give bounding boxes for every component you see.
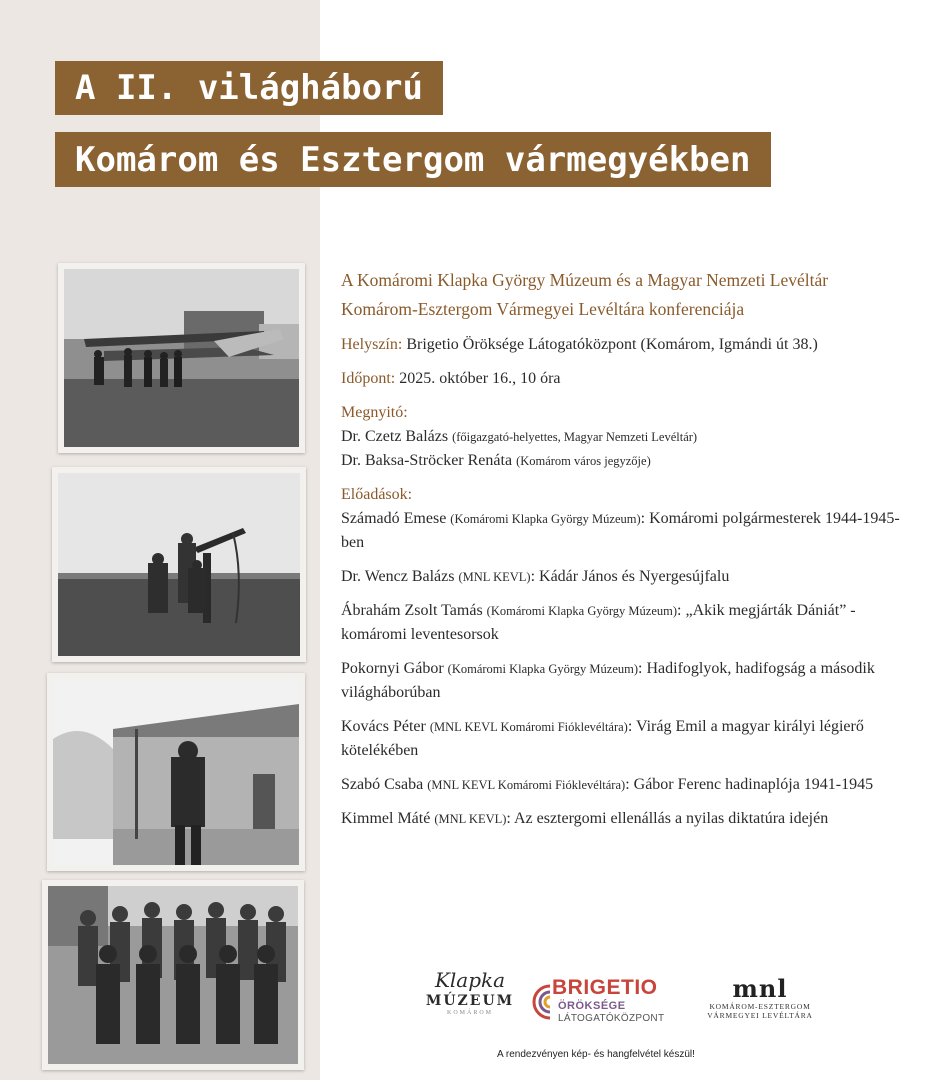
talk-item [341,715,901,763]
talk-affiliation: (MNL KEVL Komáromi Fióklevéltára) [427,778,626,792]
talk-title: : Hadifoglyok, hadifogság a második világháborúban [341,660,875,701]
opener-item [341,425,901,449]
sponsor-logos [420,968,820,1030]
title-line-2 [55,132,771,187]
klapka-city-word: KOMÁROM [446,1010,493,1016]
brigetio-logo [530,976,680,1026]
anti-aircraft-gun-photo [52,467,306,662]
talk-title: : Virág Emil a magyar királyi légierő kötelékében [341,718,864,759]
opener-role: (Komárom város jegyzője) [516,454,651,468]
talk-affiliation: (Komáromi Klapka György Múzeum) [450,512,641,526]
venue-row [341,333,901,357]
opener-item [341,449,901,473]
opener-role: (főigazgató-helyettes, Magyar Nemzeti Levéltár) [452,430,698,444]
talk-item [341,507,901,555]
title-line-1-text: A II. világháború [75,68,423,108]
airplane-photo [58,263,305,453]
brigetio-name: BRIGETIO [552,976,658,999]
talk-speaker: Kovács Péter [341,718,426,735]
title-line-1 [55,61,443,115]
talk-affiliation: (MNL KEVL) [458,570,531,584]
venue-label: Helyszín: [341,336,403,353]
klapka-museum-logo [420,968,520,1030]
recording-notice: A rendezvényen kép- és hangfelvétel készül! [497,1049,695,1060]
soldiers-group-photo [42,880,304,1070]
mnl-subtitle-2: VÁRMEGYEI LEVÉLTÁRA [707,1011,813,1020]
talk-item [341,565,901,589]
talk-title: : „Akik megjárták Dániát” - komáromi leventesorsok [341,602,856,643]
openers-section [341,401,901,473]
talks-label: Előadások: [341,486,413,503]
time-value: 2025. október 16., 10 óra [399,370,561,387]
talk-speaker: Pokornyi Gábor [341,660,444,677]
time-label: Időpont: [341,370,396,387]
talk-speaker: Ábrahám Zsolt Tamás [341,602,483,619]
brigetio-subtitle-1: ÖRÖKSÉGE [558,1000,626,1012]
talk-speaker: Kimmel Máté [341,810,431,827]
talk-title: : Az esztergomi ellenállás a nyilas diktatúra idején [506,810,829,827]
talk-speaker: Számadó Emese [341,510,447,527]
talk-item [341,807,901,831]
talks-section [341,483,901,831]
talk-item [341,599,901,647]
klapka-script: Klapka [434,968,506,992]
opener-name: Dr. Baksa-Ströcker Renáta [341,452,513,469]
talk-affiliation: (Komáromi Klapka György Múzeum) [447,662,639,676]
talk-title: : Komáromi polgármesterek 1944-1945-ben [341,510,900,551]
talk-affiliation: (MNL KEVL Komáromi Fióklevéltára) [429,720,628,734]
talk-item [341,657,901,705]
opener-name: Dr. Czetz Balázs [341,428,449,445]
title-line-2-text: Komárom és Esztergom vármegyékben [75,139,751,180]
intro-text: A Komáromi Klapka György Múzeum és a Magyar Nemzeti Levéltár Komárom-Esztergom Vármegyei Levéltára konferenciája [341,270,829,319]
time-row [341,367,901,391]
mnl-mark: mnl [732,974,788,1003]
talk-title: : Gábor Ferenc hadinaplója 1941-1945 [625,776,874,793]
brigetio-subtitle-2: LÁTOGATÓKÖZPONT [558,1013,665,1024]
klapka-museum-word: MÚZEUM [425,993,515,1009]
openers-label: Megnyitó: [341,404,408,421]
mnl-logo [695,976,825,1032]
aviator-photo [47,673,305,871]
talk-item [341,773,901,797]
event-details [341,266,901,841]
talk-speaker: Szabó Csaba [341,776,424,793]
mnl-subtitle-1: KOMÁROM-ESZTERGOM [709,1002,811,1011]
brigetio-arc-icon [530,982,552,1022]
talk-speaker: Dr. Wencz Balázs [341,568,455,585]
venue-value: Brigetio Öröksége Látogatóközpont (Komárom, Igmándi út 38.) [406,336,818,353]
talk-affiliation: (MNL KEVL) [434,812,507,826]
talk-title: : Kádár János és Nyergesújfalu [530,568,730,585]
talk-affiliation: (Komáromi Klapka György Múzeum) [486,604,678,618]
